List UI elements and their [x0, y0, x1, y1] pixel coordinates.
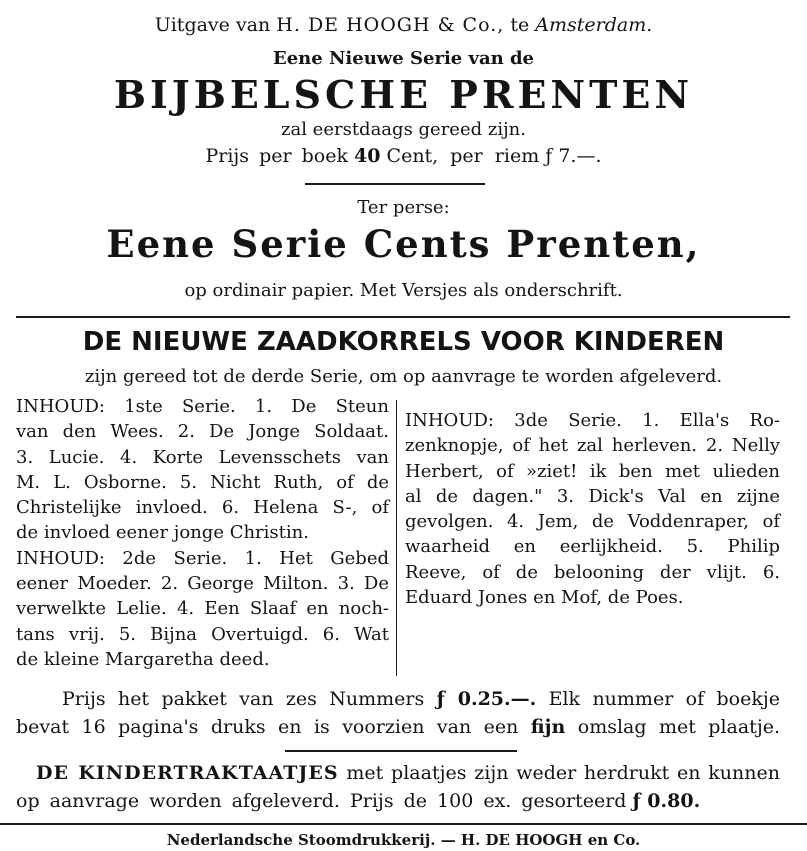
- left-line: Christelijke invloed. 6. Helena S-, of: [16, 497, 389, 519]
- left-line: van den Wees. 2. De Jonge Soldaat.: [16, 421, 389, 443]
- series-intro: Eene Nieuwe Serie van de: [272, 48, 535, 69]
- price-label: Prijs per boek: [205, 145, 348, 167]
- pakket-price-text: Prijs het pakket van zes Nummers: [62, 688, 425, 710]
- right-line: gevolgen. 4. Jem, de Voddenraper, of: [405, 511, 780, 533]
- zaadkorrels-title: DE NIEUWE ZAADKORRELS VOOR KINDEREN: [82, 327, 725, 357]
- price-unit: Cent, per riem: [386, 145, 540, 167]
- left-line: 3. Lucie. 4. Korte Levensschets van: [16, 446, 389, 468]
- footer-rule: [0, 823, 807, 825]
- kindertraktaatjes-price: ƒ 0.80.: [632, 790, 701, 812]
- divider-rule: [305, 183, 485, 185]
- divider-rule-2: [285, 750, 517, 752]
- left-line: tans vrij. 5. Bijna Overtuigd. 6. Wat: [16, 623, 389, 645]
- kindertraktaatjes-title: DE KINDERTRAKTAATJES: [36, 762, 339, 784]
- ready-text: zal eerstdaags gereed zijn.: [280, 119, 526, 140]
- left-line: eener Moeder. 2. George Milton. 3. De: [16, 573, 389, 595]
- left-line: M. L. Osborne. 5. Nicht Ruth, of de: [16, 471, 389, 493]
- right-line: zenknopje, of het zal herleven. 2. Nelly: [405, 435, 780, 457]
- publisher-city: Amsterdam.: [535, 14, 653, 36]
- publisher-mid: te: [510, 14, 530, 36]
- price-amount: 40: [354, 145, 381, 167]
- section-rule: [16, 316, 790, 318]
- publisher-name: H. DE HOOGH & Co.,: [276, 14, 505, 36]
- right-line: al de dagen." 3. Dick's Val en zijne: [405, 485, 780, 507]
- press-label: Ter perse:: [357, 197, 450, 218]
- pakket-price-line-2: [16, 716, 780, 738]
- press-title: Eene Serie Cents Prenten,: [106, 222, 701, 266]
- pakket-description: bevat 16 pagina's druks en is voorzien van een: [16, 716, 519, 738]
- right-column: [405, 408, 780, 610]
- right-line: INHOUD: 3de Serie. 1. Ella's Ro-: [405, 410, 780, 431]
- zaadkorrels-subtitle: zijn gereed tot de derde Serie, om op aanvrage te worden afgeleverd.: [84, 366, 723, 387]
- column-divider: [396, 400, 397, 676]
- price-line: [0, 145, 807, 167]
- left-line: INHOUD: 2de Serie. 1. Het Gebed: [16, 547, 389, 569]
- pakket-fijn: fijn: [530, 716, 566, 738]
- main-title: BIJBELSCHE PRENTEN: [113, 72, 694, 117]
- footer-imprint: Nederlandsche Stoomdrukkerij. — H. DE HOOGH en Co.: [166, 831, 641, 849]
- left-column: [16, 394, 389, 672]
- right-line: Reeve, of de belooning der vlijt. 6.: [405, 561, 780, 583]
- publisher-line: [0, 14, 807, 36]
- kindertraktaatjes-order: op aanvrage worden afgeleverd. Prijs de 100 ex. gesorteerd: [16, 790, 627, 812]
- kindertraktaatjes-rest: met plaatjes zijn weder herdrukt en kunnen: [346, 762, 781, 784]
- price-riem: ƒ 7.—.: [545, 145, 602, 167]
- press-subtitle: op ordinair papier. Met Versjes als onderschrift.: [184, 280, 623, 301]
- pakket-price-amount: ƒ 0.25.—.: [436, 688, 537, 710]
- pakket-price-rest: Elk nummer of boekje: [548, 688, 780, 710]
- publisher-prefix: Uitgave van: [154, 14, 271, 36]
- pakket-price-line-1: [62, 688, 780, 710]
- left-line: de invloed eener jonge Christin.: [16, 522, 309, 544]
- kindertraktaatjes-line-2: [16, 790, 716, 812]
- right-line: Eduard Jones en Mof, de Poes.: [405, 587, 684, 609]
- right-line: waarheid en eerlijkheid. 5. Philip: [405, 536, 780, 558]
- left-line: de kleine Margaretha deed.: [16, 648, 270, 670]
- left-line: verwelkte Lelie. 4. Een Slaaf en noch-: [16, 598, 389, 620]
- right-line: Herbert, of »ziet! ik ben met ulieden: [405, 460, 780, 482]
- left-line: INHOUD: 1ste Serie. 1. De Steun: [16, 396, 389, 417]
- pakket-description-end: omslag met plaatje.: [577, 716, 780, 738]
- kindertraktaatjes-line-1: [36, 762, 780, 784]
